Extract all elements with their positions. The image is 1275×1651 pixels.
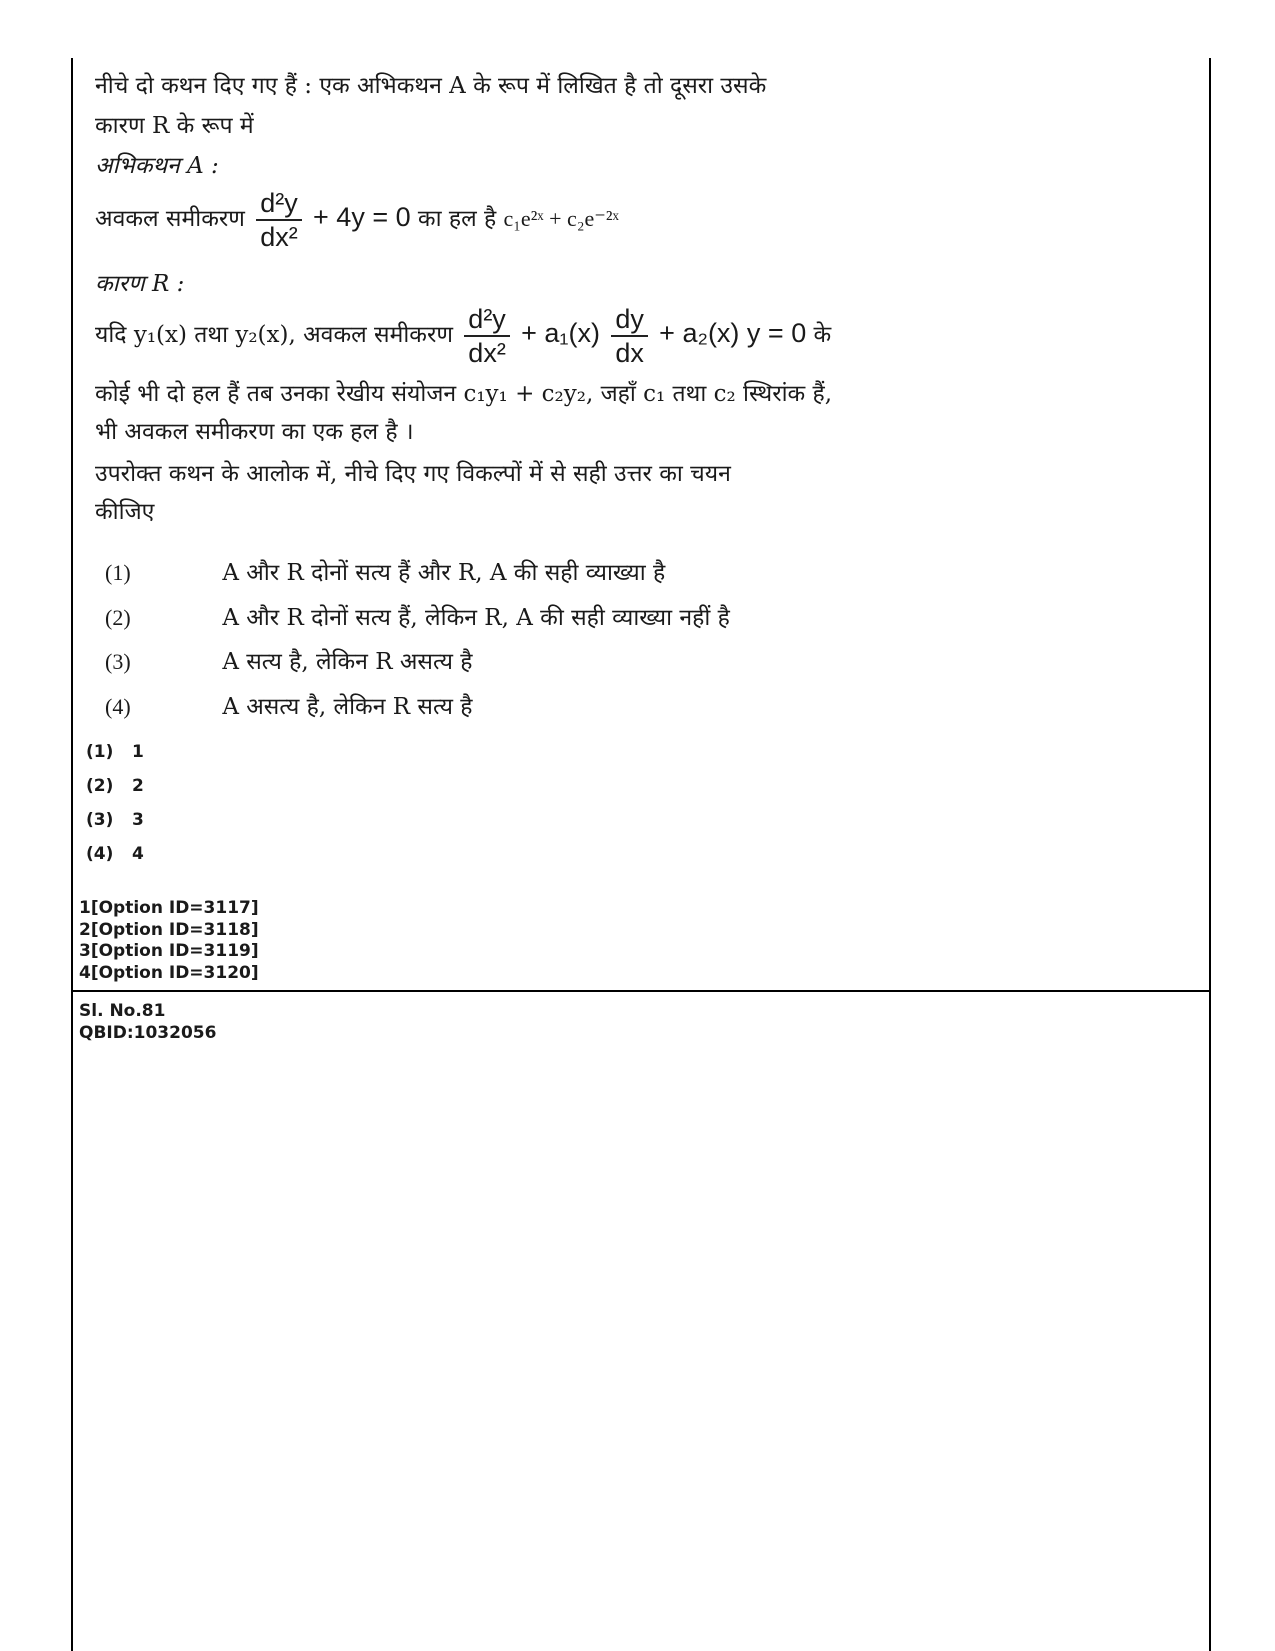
answer-value: 2	[132, 776, 144, 796]
option-id-3: 3[Option ID=3119]	[79, 941, 259, 961]
reason-denominator-1: dx²	[468, 338, 506, 368]
left-border	[71, 58, 73, 1651]
answer-value: 1	[132, 742, 144, 762]
answer-option-2[interactable]	[86, 776, 144, 796]
qbid: QBID:1032056	[79, 1022, 217, 1043]
choice-text: A और R दोनों सत्य हैं, लेकिन R, A की सही व्याख्या नहीं है	[222, 605, 730, 631]
question-divider	[71, 990, 1211, 992]
choice-text: A और R दोनों सत्य हैं और R, A की सही व्याख्या है	[222, 560, 666, 586]
choice-number: (4)	[105, 694, 131, 719]
instruction-line-1: उपरोक्त कथन के आलोक में, नीचे दिए गए विकल्पों में से सही उत्तर का चयन	[95, 461, 731, 487]
assertion-numerator: d²y	[256, 188, 302, 221]
answer-option-1[interactable]	[86, 742, 144, 762]
reason-fraction-1	[464, 304, 510, 368]
choice-2	[105, 600, 730, 632]
choice-text: A सत्य है, लेकिन R असत्य है	[222, 649, 473, 675]
choice-number: (3)	[105, 649, 131, 674]
answer-number: (3)	[86, 810, 114, 830]
option-id-1: 1[Option ID=3117]	[79, 898, 259, 918]
answer-value: 3	[132, 810, 144, 830]
question-meta	[79, 1001, 216, 1044]
choice-number: (1)	[105, 560, 131, 585]
serial-number: Sl. No.81	[79, 1001, 166, 1021]
assertion-denominator: dx²	[260, 222, 298, 252]
intro-line-2: कारण R के रूप में	[95, 113, 254, 139]
reason-middle-term: + a₁(x)	[521, 318, 601, 348]
reason-numerator-2: dy	[611, 304, 648, 337]
reason-prefix: यदि y₁(x) तथा y₂(x), अवकल समीकरण	[95, 322, 453, 348]
answer-number: (2)	[86, 776, 114, 796]
answer-number: (4)	[86, 844, 114, 864]
option-id-list	[79, 898, 259, 984]
answer-option-4[interactable]	[86, 844, 144, 864]
reason-line-3: भी अवकल समीकरण का एक हल है ।	[95, 419, 414, 445]
assertion-label: अभिकथन A :	[95, 153, 219, 179]
choice-text: A असत्य है, लेकिन R सत्य है	[222, 694, 473, 720]
assertion-equation: + 4y = 0	[313, 202, 411, 232]
answer-value: 4	[132, 844, 144, 864]
reason-line-1	[95, 304, 831, 368]
answer-number: (1)	[86, 742, 114, 762]
reason-denominator-2: dx	[615, 338, 644, 368]
option-id-2: 2[Option ID=3118]	[79, 919, 259, 940]
assertion-fraction	[256, 188, 302, 252]
right-border	[1209, 58, 1211, 1651]
reason-end-term: + a₂(x) y = 0	[659, 318, 807, 348]
choice-4	[105, 689, 473, 721]
option-id-4: 4[Option ID=3120]	[79, 962, 259, 983]
reason-fraction-2	[611, 304, 648, 368]
reason-label: कारण R :	[95, 271, 185, 297]
intro-line-1: नीचे दो कथन दिए गए हैं : एक अभिकथन A के रूप में लिखित है तो दूसरा उसके	[95, 73, 767, 99]
assertion-solution: c₁e²ˣ + c₂e⁻²ˣ	[503, 206, 619, 231]
choice-3	[105, 644, 473, 676]
answer-option-3[interactable]	[86, 810, 144, 830]
assertion-line	[95, 188, 619, 252]
assertion-prefix: अवकल समीकरण	[95, 206, 245, 232]
instruction-line-2: कीजिए	[95, 499, 155, 525]
choice-1	[105, 555, 665, 587]
assertion-suffix: का हल है	[417, 206, 497, 232]
reason-line-2: कोई भी दो हल हैं तब उनका रेखीय संयोजन c₁y₁ + c₂y₂, जहाँ c₁ तथा c₂ स्थिरांक हैं,	[95, 381, 833, 407]
choice-number: (2)	[105, 605, 131, 630]
reason-suffix: के	[813, 322, 832, 348]
reason-numerator-1: d²y	[464, 304, 510, 337]
